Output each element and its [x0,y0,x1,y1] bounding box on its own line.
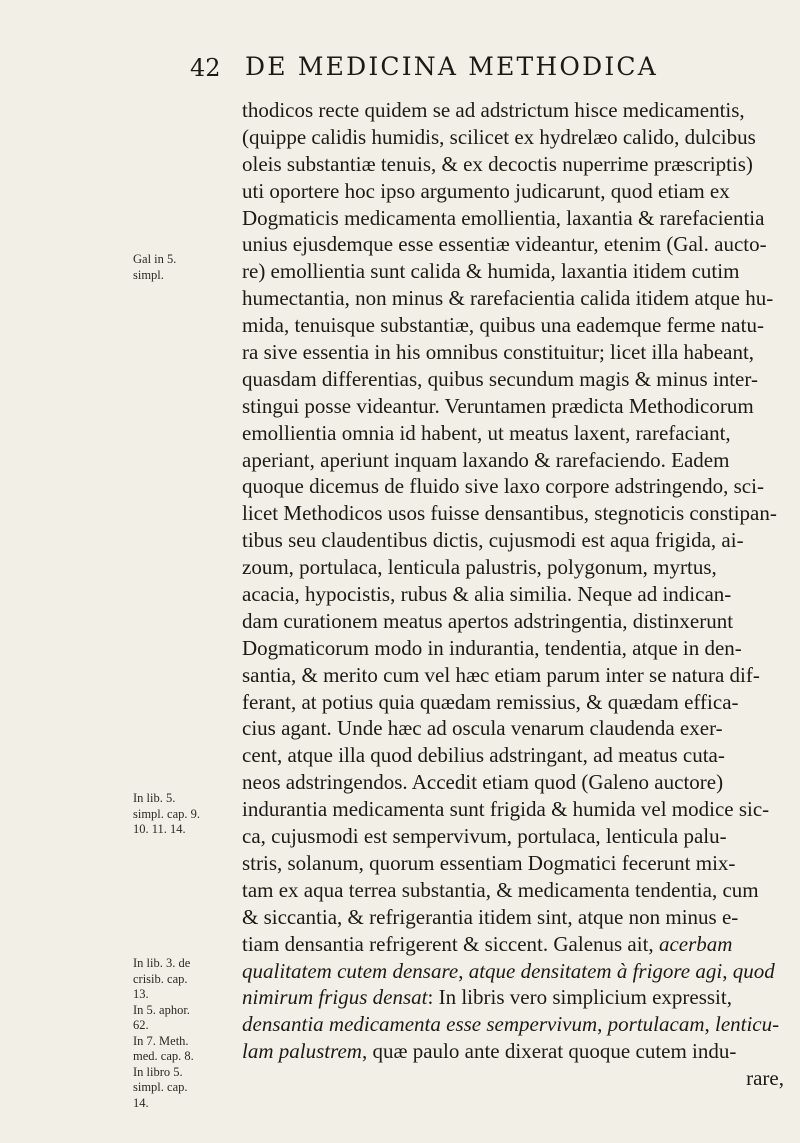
text-line: cius agant. Unde hæc ad osculа venarum claudenda exer- [242,716,723,741]
margin-note-line: In lib. 5. [133,791,176,805]
text-line: (quippe calidis humidis, scilicet ex hydrelæo calido, dulcibus [242,124,756,149]
text-line: mida, tenuisque substantiæ, quibus una eademque ferme natu- [242,313,764,338]
text-line: humectantia, non minus & rarefacientia calida itidem atque hu- [242,286,774,311]
text-line: quasdam differentias, quibus secundum magis & minus inter- [242,366,758,391]
text-span: , [458,958,469,983]
italic-span: acerbam [658,931,733,956]
text-line: tibus seu claudentibus dictis, cujusmodi est aqua frigida, ai- [242,528,744,553]
catchword: rare, [746,1066,784,1091]
text-line: Dogmaticis medicamenta emollientia, laxantia & rarefacientia [242,205,765,230]
text-line-mixed: densantia medicamenta esse sempervivum, portulacam, lenticu- [242,1012,780,1037]
italic-span: quod [732,958,775,983]
italic-span: portulacam [607,1012,705,1037]
text-line: indurantia medicamenta sunt frigida & humida vel modice sic- [242,797,770,822]
text-line: ferant, at potius quia quædam remissius, & quædam effica- [242,689,739,714]
margin-note-line: med. cap. 8. [133,1049,194,1063]
page-number: 42 [190,54,221,82]
margin-note-line: In 7. Meth. [133,1033,189,1048]
text-span: tiam densantia refrigerent & siccent. Galenus ait, [242,931,654,956]
margin-note-line: simpl. cap. [133,1080,188,1094]
margin-note-references [133,956,233,1111]
text-line-mixed: lam palustrem, quæ paulo ante dixerat quoque cutem indu- [242,1039,737,1064]
text-line: licet Methodicos usos fuisse densantibus, stegnoticis constipan- [242,501,777,526]
margin-note-gal-simpl [133,252,233,283]
italic-span: atque densitatem à frigore agi [468,958,723,983]
margin-note-lib5-simpl [133,791,233,838]
margin-note-line: simpl. [133,267,164,282]
margin-note-line: In libro 5. [133,1064,183,1079]
text-line: ra sive essentia in his omnibus constituitur; licet illa habeant, [242,340,755,365]
text-line: stris, solanum, quorum essentiam Dogmatici fecerunt mix- [242,850,736,875]
margin-note-line: In lib. 3. de [133,956,191,970]
italic-span: densantia medicamenta esse sempervivum [242,1012,598,1037]
text-line: acacia, hypocistis, rubus & alia similia. Neque ad indican- [242,582,732,607]
text-line-mixed [242,931,784,958]
italic-span: lam palustrem [242,1039,362,1064]
text-line: santia, & merito cum vel hæc etiam parum inter se natura dif- [242,662,760,687]
text-line: quoque dicemus de fluido sive laxo corpore adstringendo, sci- [242,474,764,499]
text-line-mixed [242,958,784,985]
running-head: DE MEDICINA METHODICA [245,52,659,81]
margin-note-line: 13. [133,987,149,1001]
text-line: emollientia omnia id habent, ut meatus laxent, rarefaciant, [242,420,731,445]
margin-note-line: 10. 11. 14. [133,822,186,836]
text-line: Dogmaticorum modo in indurantia, tendentia, atque in den- [242,635,742,660]
text-line: neos adstringendos. Accedit etiam quod (Galeno auctore) [242,770,724,795]
margin-note-line: crisib. cap. [133,971,188,986]
text-line: ca, cujusmodi est sempervivum, portulaca, lenticula palu- [242,824,727,849]
margin-note-line: In 5. aphor. [133,1002,190,1017]
text-line: stingui posse videantur. Veruntamen prædicta Methodicorum [242,393,754,418]
text-line: zoum, portulaca, lenticula palustris, polygonum, myrtus, [242,555,717,580]
text-line: uti oportere hoc ipso argumento judicarunt, quod etiam ex [242,178,730,203]
text-line-mixed: nimirum frigus densat: In libris vero simplicium expressit, [242,985,732,1010]
margin-note-line: simpl. cap. 9. [133,806,201,821]
text-line: cent, atque illa quod debilius adstringant, ad meatus cuta- [242,743,725,768]
text-line: thodicos recte quidem se ad adstrictum hisce medicamentis, [242,98,745,122]
text-line: & siccantia, & refrigerantia itidem sint, atque non minus e- [242,904,739,929]
text-line: re) emollientia sunt calida & humida, laxantia itidem cutim [242,259,740,284]
text-line: aperiant, aperiunt inquam laxando & rarefaciendo. Eadem [242,447,730,472]
text-line: oleis substantiæ tenuis, & ex decoctis nuperrime præscriptis) [242,151,753,176]
margin-note-line: 62. [133,1018,149,1032]
margin-note-line: Gal in 5. [133,252,177,266]
text-span: , [722,958,728,983]
italic-span: qualitatem cutem densare [242,958,459,983]
text-line: unius ejusdemque esse essentiæ videantur, etenim (Gal. aucto- [242,232,767,257]
italic-span: lenticu- [714,1012,780,1037]
body-text [242,97,784,1092]
italic-span: nimirum frigus densat [242,985,428,1010]
page-header [190,52,780,88]
margin-note-line: 14. [133,1095,149,1110]
text-line: dam curationem meatus apertos adstringentia, distinxerunt [242,608,734,633]
text-line: tam ex aqua terrea substantia, & medicamenta tendentia, cum [242,877,759,902]
